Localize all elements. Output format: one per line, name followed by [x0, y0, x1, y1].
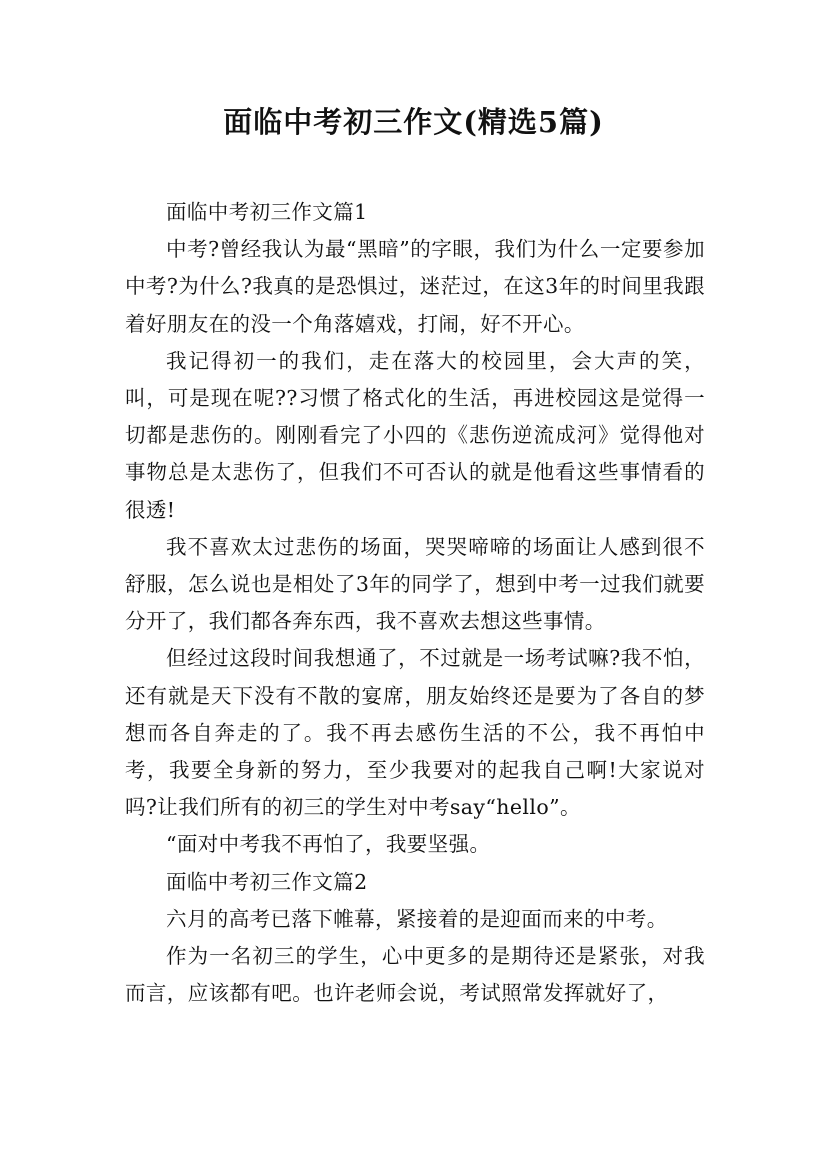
- paragraph: 中考?曾经我认为最“黑暗”的字眼，我们为什么一定要参加中考?为什么?我真的是恐惧过，迷茫过，在这3年的时间里我跟着好朋友在的没一个角落嬉戏，打闹，好不开心。: [125, 237, 705, 336]
- section-heading: 面临中考初三作文篇2: [166, 869, 368, 894]
- paragraph: 我记得初一的我们，走在落大的校园里，会大声的笑，叫，可是现在呢??习惯了格式化的生活，再进校园这是觉得一切都是悲伤的。刚刚看完了小四的《悲伤逆流成河》觉得他对事物总是太悲伤了，但我们不可否认的就是他看这些事情看的很透!: [125, 348, 705, 522]
- document-title: 面临中考初三作文(精选5篇): [223, 105, 604, 139]
- paragraph: 作为一名初三的学生，心中更多的是期待还是紧张，对我而言，应该都有吧。也许老师会说，考试照常发挥就好了，: [125, 944, 705, 1006]
- paragraph: 但经过这段时间我想通了，不过就是一场考试嘛?我不怕，还有就是天下没有不散的宴席，朋友始终还是要为了各自的梦想而各自奔走的了。我不再去感伤生活的不公，我不再怕中考，我要全身新的努力，至少我要对的起我自己啊!大家说对吗?让我们所有的初三的学生对中考say“hello”。: [125, 646, 705, 820]
- paragraph: 我不喜欢太过悲伤的场面，哭哭啼啼的场面让人感到很不舒服，怎么说也是相处了3年的同学了，想到中考一过我们就要分开了，我们都各奔东西，我不喜欢去想这些事情。: [125, 534, 705, 634]
- document-body: [125, 194, 705, 1012]
- paragraph: “面对中考我不再怕了，我要坚强。: [166, 832, 491, 857]
- paragraph: 六月的高考已落下帷幕，紧接着的是迎面而来的中考。: [166, 906, 668, 931]
- section-heading: 面临中考初三作文篇1: [166, 200, 368, 224]
